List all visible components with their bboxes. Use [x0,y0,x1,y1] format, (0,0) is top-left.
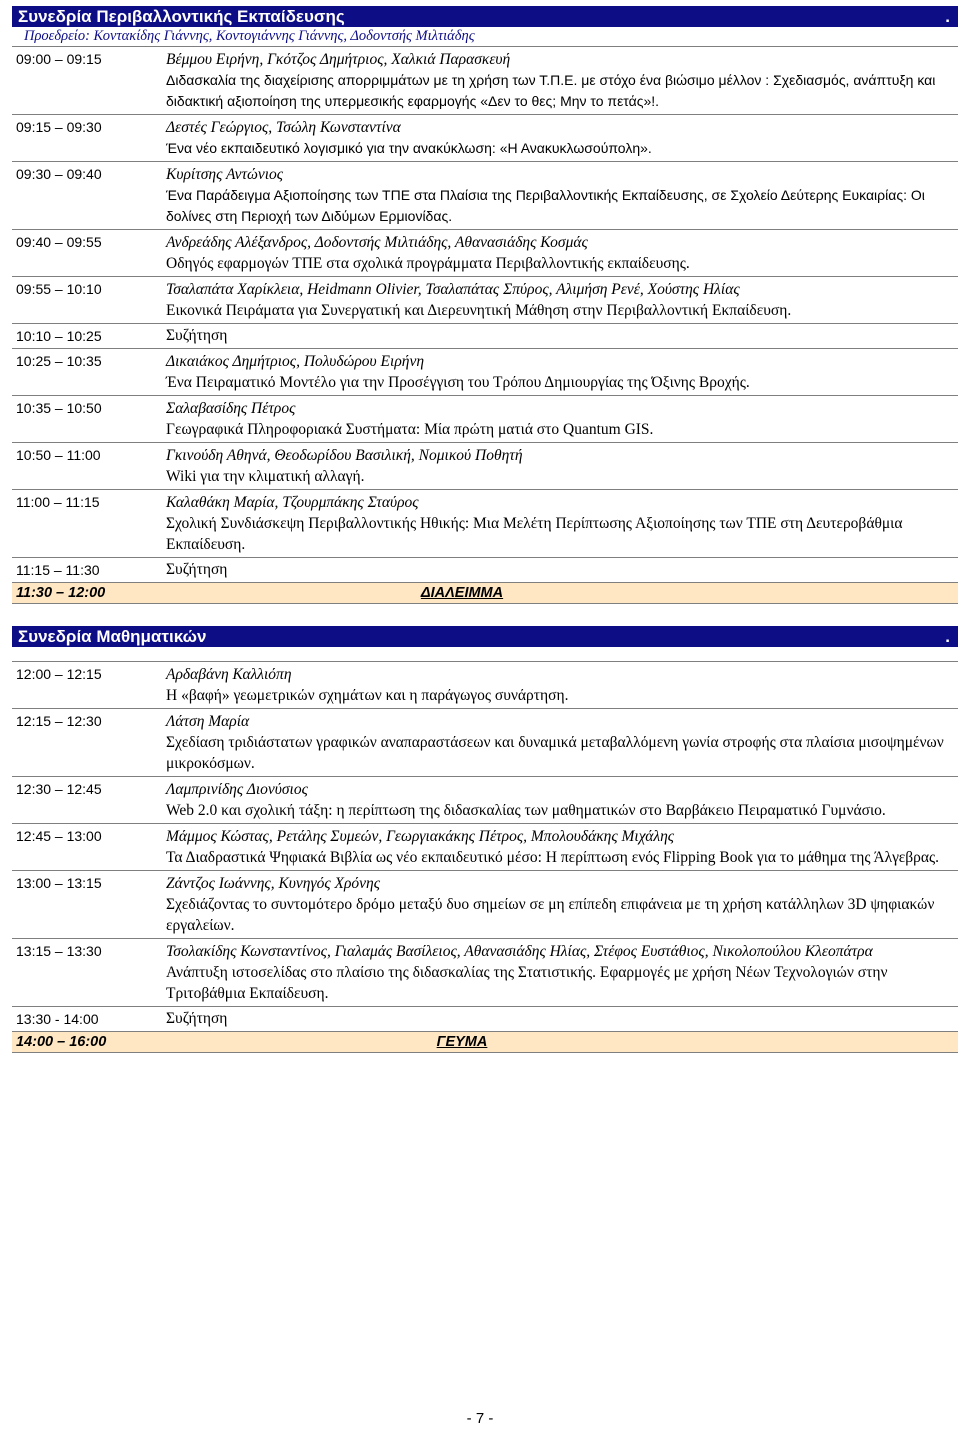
slot-content [166,826,958,868]
break-label: ΔΙΑΛΕΙΜΜΑ [420,585,504,601]
session-dot: . [945,7,950,26]
slot-time: 12:00 – 12:15 [16,666,102,682]
session-title: Συνεδρία Μαθηματικών [18,627,207,646]
page-number: - 7 - [466,1410,494,1427]
talk-authors: Γκινούδη Αθηνά, Θεοδωρίδου Βασιλική, Νομικού Ποθητή [166,447,523,464]
session-title: Συνεδρία Περιβαλλοντικής Εκπαίδευσης [18,7,345,26]
schedule-row [12,396,958,443]
discussion-label: Συζήτηση [166,561,228,578]
schedule-row [12,349,958,396]
slot-content [166,779,958,821]
talk-title: Ένα Πειραματικό Μοντέλο για την Προσέγγιση του Τρόπου Δημιουργίας της Όξινης Βροχής. [166,374,750,391]
slot-content [166,398,958,440]
talk-title: Σχεδιάζοντας το συντομότερο δρόμο μεταξύ δυο σημείων σε μη επίπεδη επιφάνεια με τη χρήση κατάλληλων 3D ψηφιακών εργαλείων. [166,896,935,934]
slot-content [166,49,958,112]
talk-title: Η «βαφή» γεωμετρικών σχημάτων και η παράγωγος συνάρτηση. [166,687,569,704]
schedule-row [12,162,958,230]
schedule-row [12,939,958,1007]
slot-time: 09:30 – 09:40 [16,166,102,182]
talk-title: Ένα Παράδειγμα Αξιοποίησης των ΤΠΕ στα Πλαίσια της Περιβαλλοντικής Εκπαίδευσης, σε Σχολείο Δεύτερης Ευκαιρίας: Οι δολίνες στη Περιοχή των Διδύμων Ερμιονίδας. [166,187,925,224]
talk-title: Σχεδίαση τριδιάστατων γραφικών αναπαραστάσεων και δυναμικά μεταβαλλόμενη γωνία στροφής στα πλαίσια μισοψημένων μικροκόσμων. [166,734,944,772]
break-row [12,583,958,604]
talk-title: Web 2.0 και σχολική τάξη: η περίπτωση της διδασκαλίας των μαθηματικών στο Βαρβάκειο Πειραματικό Γυμνάσιο. [166,802,886,819]
talk-authors: Ζάντζος Ιωάννης, Κυνηγός Χρόνης [166,875,381,892]
slot-content [166,164,958,227]
slot-content [166,445,958,487]
talk-authors: Καλαθάκη Μαρία, Τζουρμπάκης Σταύρος [166,494,419,511]
talk-title: Ένα νέο εκπαιδευτικό λογισμικό για την ανακύκλωση: «Η Ανακυκλωσούπολη». [166,140,652,156]
slot-content [166,351,958,393]
slot-content [166,711,958,774]
lunch-row [12,1032,958,1053]
talk-title: Ανάπτυξη ιστοσελίδας στο πλαίσιο της διδασκαλίας της Στατιστικής. Εφαρμογές με χρήση Νέων Τεχνολογιών στην Τριτοβάθμια Εκπαίδευση. [166,964,888,1002]
talk-authors: Τσολακίδης Κωνσταντίνος, Γιαλαμάς Βασίλειος, Αθανασιάδης Ηλίας, Στέφος Ευστάθιος, Νικολοπούλου Κλεοπάτρα [166,943,873,960]
slot-time: 10:25 – 10:35 [16,353,102,369]
program-page [12,6,958,1053]
break-time: 14:00 – 16:00 [16,1034,107,1050]
talk-authors: Λαμπρινίδης Διονύσιος [166,781,308,798]
session-chair: Προεδρείο: Κοντακίδης Γιάννης, Κοντογιάννης Γιάννης, Δοδοντσής Μιλτιάδης [12,27,958,47]
slot-time: 11:00 – 11:15 [16,494,100,510]
slot-time: 09:15 – 09:30 [16,119,102,135]
session-header-mathematics [12,626,958,647]
schedule-row [12,47,958,115]
session-header-environmental [12,6,958,27]
schedule-row [12,443,958,490]
slot-time: 09:55 – 10:10 [16,281,102,297]
talk-title: Wiki για την κλιματική αλλαγή. [166,468,365,485]
schedule-row [12,277,958,324]
talk-authors: Δικαιάκος Δημήτριος, Πολυδώρου Ειρήνη [166,353,425,370]
talk-authors: Αρδαβάνη Καλλιόπη [166,666,292,683]
talk-authors: Δεστές Γεώργιος, Τσώλη Κωνσταντίνα [166,119,401,136]
slot-time: 12:45 – 13:00 [16,828,102,844]
schedule-row [12,662,958,709]
slot-time: 09:40 – 09:55 [16,234,102,250]
talk-title: Εικονικά Πειράματα για Συνεργατική και Διερευνητική Μάθηση στην Περιβαλλοντική Εκπαίδευση. [166,302,792,319]
schedule-row [12,777,958,824]
session2-schedule [12,662,958,1032]
slot-time: 11:15 – 11:30 [16,562,100,578]
schedule-row [12,324,958,349]
break-time: 11:30 – 12:00 [16,585,106,601]
talk-authors: Κυρίτσης Αντώνιος [166,166,284,183]
break-label: ΓΕΥΜΑ [436,1034,488,1050]
slot-time: 12:15 – 12:30 [16,713,102,729]
slot-content [166,873,958,936]
session-dot: . [945,627,950,646]
slot-content [166,1009,958,1029]
talk-authors: Σαλαβασίδης Πέτρος [166,400,296,417]
talk-authors: Μάμμος Κώστας, Ρετάλης Συμεών, Γεωργιακάκης Πέτρος, Μπολουδάκης Μιχάλης [166,828,675,845]
slot-time: 13:00 – 13:15 [16,875,102,891]
slot-content [166,664,958,706]
schedule-row [12,230,958,277]
slot-content [166,941,958,1004]
slot-content [166,232,958,274]
talk-title: Οδηγός εφαρμογών ΤΠΕ στα σχολικά προγράμματα Περιβαλλοντικής εκπαίδευσης. [166,255,690,272]
slot-content [166,279,958,321]
session1-schedule [12,47,958,583]
talk-title: Γεωγραφικά Πληροφοριακά Συστήματα: Μία πρώτη ματιά στο Quantum GIS. [166,421,654,438]
slot-time: 13:15 – 13:30 [16,943,102,959]
schedule-row [12,709,958,777]
talk-title: Σχολική Συνδιάσκεψη Περιβαλλοντικής Ηθικής: Μια Μελέτη Περίπτωσης Αξιοποίησης των ΤΠΕ στη Δευτεροβάθμια Εκπαίδευση. [166,515,903,553]
slot-time: 13:30 - 14:00 [16,1011,99,1027]
schedule-row [12,1007,958,1032]
schedule-row [12,824,958,871]
slot-time: 10:10 – 10:25 [16,328,102,344]
slot-content [166,560,958,580]
slot-content [166,117,958,159]
slot-time: 10:35 – 10:50 [16,400,102,416]
schedule-row [12,558,958,583]
slot-time: 12:30 – 12:45 [16,781,102,797]
discussion-label: Συζήτηση [166,327,228,344]
talk-title: Τα Διαδραστικά Ψηφιακά Βιβλία ως νέο εκπαιδευτικό μέσο: Η περίπτωση ενός Flipping Book για το μάθημα της Άλγεβρας. [166,849,940,866]
discussion-label: Συζήτηση [166,1010,228,1027]
talk-title: Διδασκαλία της διαχείρισης απορριμμάτων με τη χρήση των Τ.Π.Ε. με στόχο ένα βιώσιμο μέλλον : Σχεδιασμός, ανάπτυξη και διδακτική αξιοποίηση της υπερμεσικής εφαρμογής «Δεν το θες; Μην το πετάς»!. [166,72,936,109]
slot-time: 09:00 – 09:15 [16,51,102,67]
talk-authors: Ανδρεάδης Αλέξανδρος, Δοδοντσής Μιλτιάδης, Αθανασιάδης Κοσμάς [166,234,588,251]
schedule-row [12,490,958,558]
talk-authors: Τσαλαπάτα Χαρίκλεια, Heidmann Olivier, Τσαλαπάτας Σπύρος, Αλιμήση Ρενέ, Χούστης Ηλίας [166,281,740,298]
slot-time: 10:50 – 11:00 [16,447,101,463]
schedule-row [12,115,958,162]
schedule-row [12,871,958,939]
slot-content [166,492,958,555]
slot-content [166,326,958,346]
talk-authors: Βέμμου Ειρήνη, Γκότζος Δημήτριος, Χαλκιά Παρασκευή [166,51,511,68]
talk-authors: Λάτση Μαρία [166,713,250,730]
